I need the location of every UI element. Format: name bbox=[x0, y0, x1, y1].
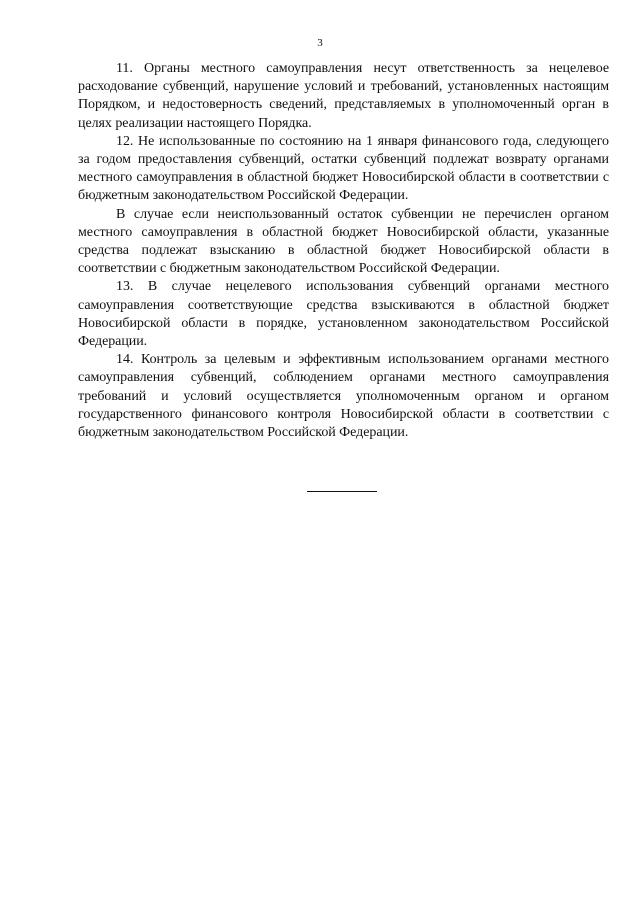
document-body bbox=[78, 60, 609, 442]
paragraph-12: 12. Не использованные по состоянию на 1 января финансового года, следующего за годом предоставления субвенций, остатки субвенций подлежат возврату органами местного самоуправления в областной бюджет Новосибирской области в соответствии с бюджетным законодательством Российской Федерации. bbox=[78, 133, 609, 204]
end-of-document-rule bbox=[307, 491, 377, 492]
paragraph-12-continuation: В случае если неиспользованный остаток субвенции не перечислен органом местного самоуправления в областной бюджет Новосибирской области, указанные средства подлежат взысканию в областной бюджет Новосибирской области в соответствии с бюджетным законодательством Российской Федерации. bbox=[78, 206, 609, 277]
page-number: 3 bbox=[317, 37, 323, 49]
paragraph-11: 11. Органы местного самоуправления несут ответственность за нецелевое расходование субвенций, нарушение условий и требований, установленных настоящим Порядком, и недостоверность сведений, представляемых в уполномоченный орган в целях реализации настоящего Порядка. bbox=[78, 61, 609, 131]
paragraph-13: 13. В случае нецелевого использования субвенций органами местного самоуправления соответствующие средства взыскиваются в областной бюджет Новосибирской области в порядке, установленном законодательством Российской Федерации. bbox=[78, 279, 609, 350]
paragraph-14: 14. Контроль за целевым и эффективным использованием органами местного самоуправления субвенций, соблюдением органами местного самоуправления требований и условий осуществляется уполномоченным органом и органом государственного финансового контроля Новосибирской области в соответствии с бюджетным законодательством Российской Федерации. bbox=[78, 352, 609, 441]
